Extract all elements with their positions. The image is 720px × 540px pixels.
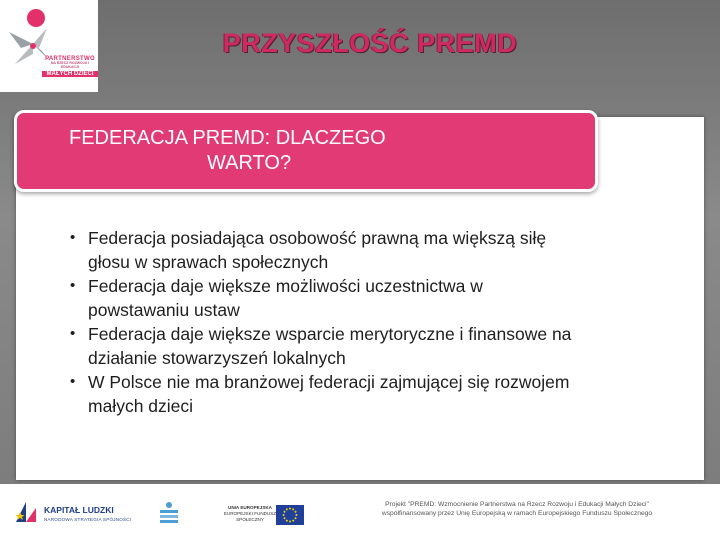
bullet-icon: • <box>70 373 76 390</box>
bullet-icon: • <box>70 277 76 294</box>
eu-subtitle: EUROPEJSKI FUNDUSZ SPOŁECZNY <box>223 511 277 522</box>
project-line-1: Projekt "PREMD: Wzmocnienie Partnerstwa na Rzecz Rozwoju i Edukacji Małych Dzieci" <box>385 501 649 508</box>
kapital-ludzki-text <box>44 505 131 525</box>
list-item-line-2: małych dzieci <box>88 396 194 416</box>
logo-text <box>42 56 98 77</box>
page-title: PRZYSZŁOŚĆ PREMD <box>222 28 518 58</box>
list-item-line-2: działanie stowarzyszeń lokalnych <box>88 348 346 368</box>
list-item <box>70 370 670 418</box>
bullet-list <box>70 226 670 418</box>
list-item-line-1: W Polsce nie ma branżowej federacji zajmującej się rozwojem <box>88 372 570 392</box>
premd-logo <box>0 0 98 92</box>
logo-line-1: PARTNERSTWO <box>45 56 95 62</box>
list-item-line-1: Federacja daje większe wsparcie merytoryczne i finansowe na <box>88 324 572 344</box>
kapital-ludzki-title: KAPITAŁ LUDZKI <box>44 505 114 515</box>
logo-line-2: NA RZECZ ROZWOJU I EDUKACJI <box>50 61 90 69</box>
section-heading <box>14 110 598 192</box>
kapital-ludzki-logo-icon <box>12 498 42 526</box>
project-info <box>318 500 716 518</box>
list-item <box>70 322 670 370</box>
bullet-icon: • <box>70 325 76 342</box>
logo-line-3: MAŁYCH DZIECI <box>42 71 98 77</box>
partner-logo-icon <box>156 500 182 528</box>
list-item <box>70 274 670 322</box>
bullet-icon: • <box>70 229 76 246</box>
list-item <box>70 226 670 274</box>
list-item-line-1: Federacja daje większe możliwości uczestnictwa w <box>88 276 483 296</box>
eu-title: UNIA EUROPEJSKA <box>228 505 272 510</box>
eu-flag-icon <box>276 505 304 525</box>
kapital-ludzki-subtitle: NARODOWA STRATEGIA SPÓJNOŚCI <box>44 517 132 522</box>
project-line-2: współfinansowany przez Unię Europejską w ramach Europejskiego Funduszu Społecznego <box>381 510 653 517</box>
section-heading-line-2: WARTO? <box>207 152 292 174</box>
list-item-line-2: powstawaniu ustaw <box>88 300 240 320</box>
list-item-line-1: Federacja posiadająca osobowość prawną ma większą siłę <box>88 228 547 248</box>
eu-text <box>222 505 278 523</box>
list-item-line-2: głosu w sprawach społecznych <box>88 252 329 272</box>
section-heading-line-1: FEDERACJA PREMD: DLACZEGO <box>69 127 386 149</box>
